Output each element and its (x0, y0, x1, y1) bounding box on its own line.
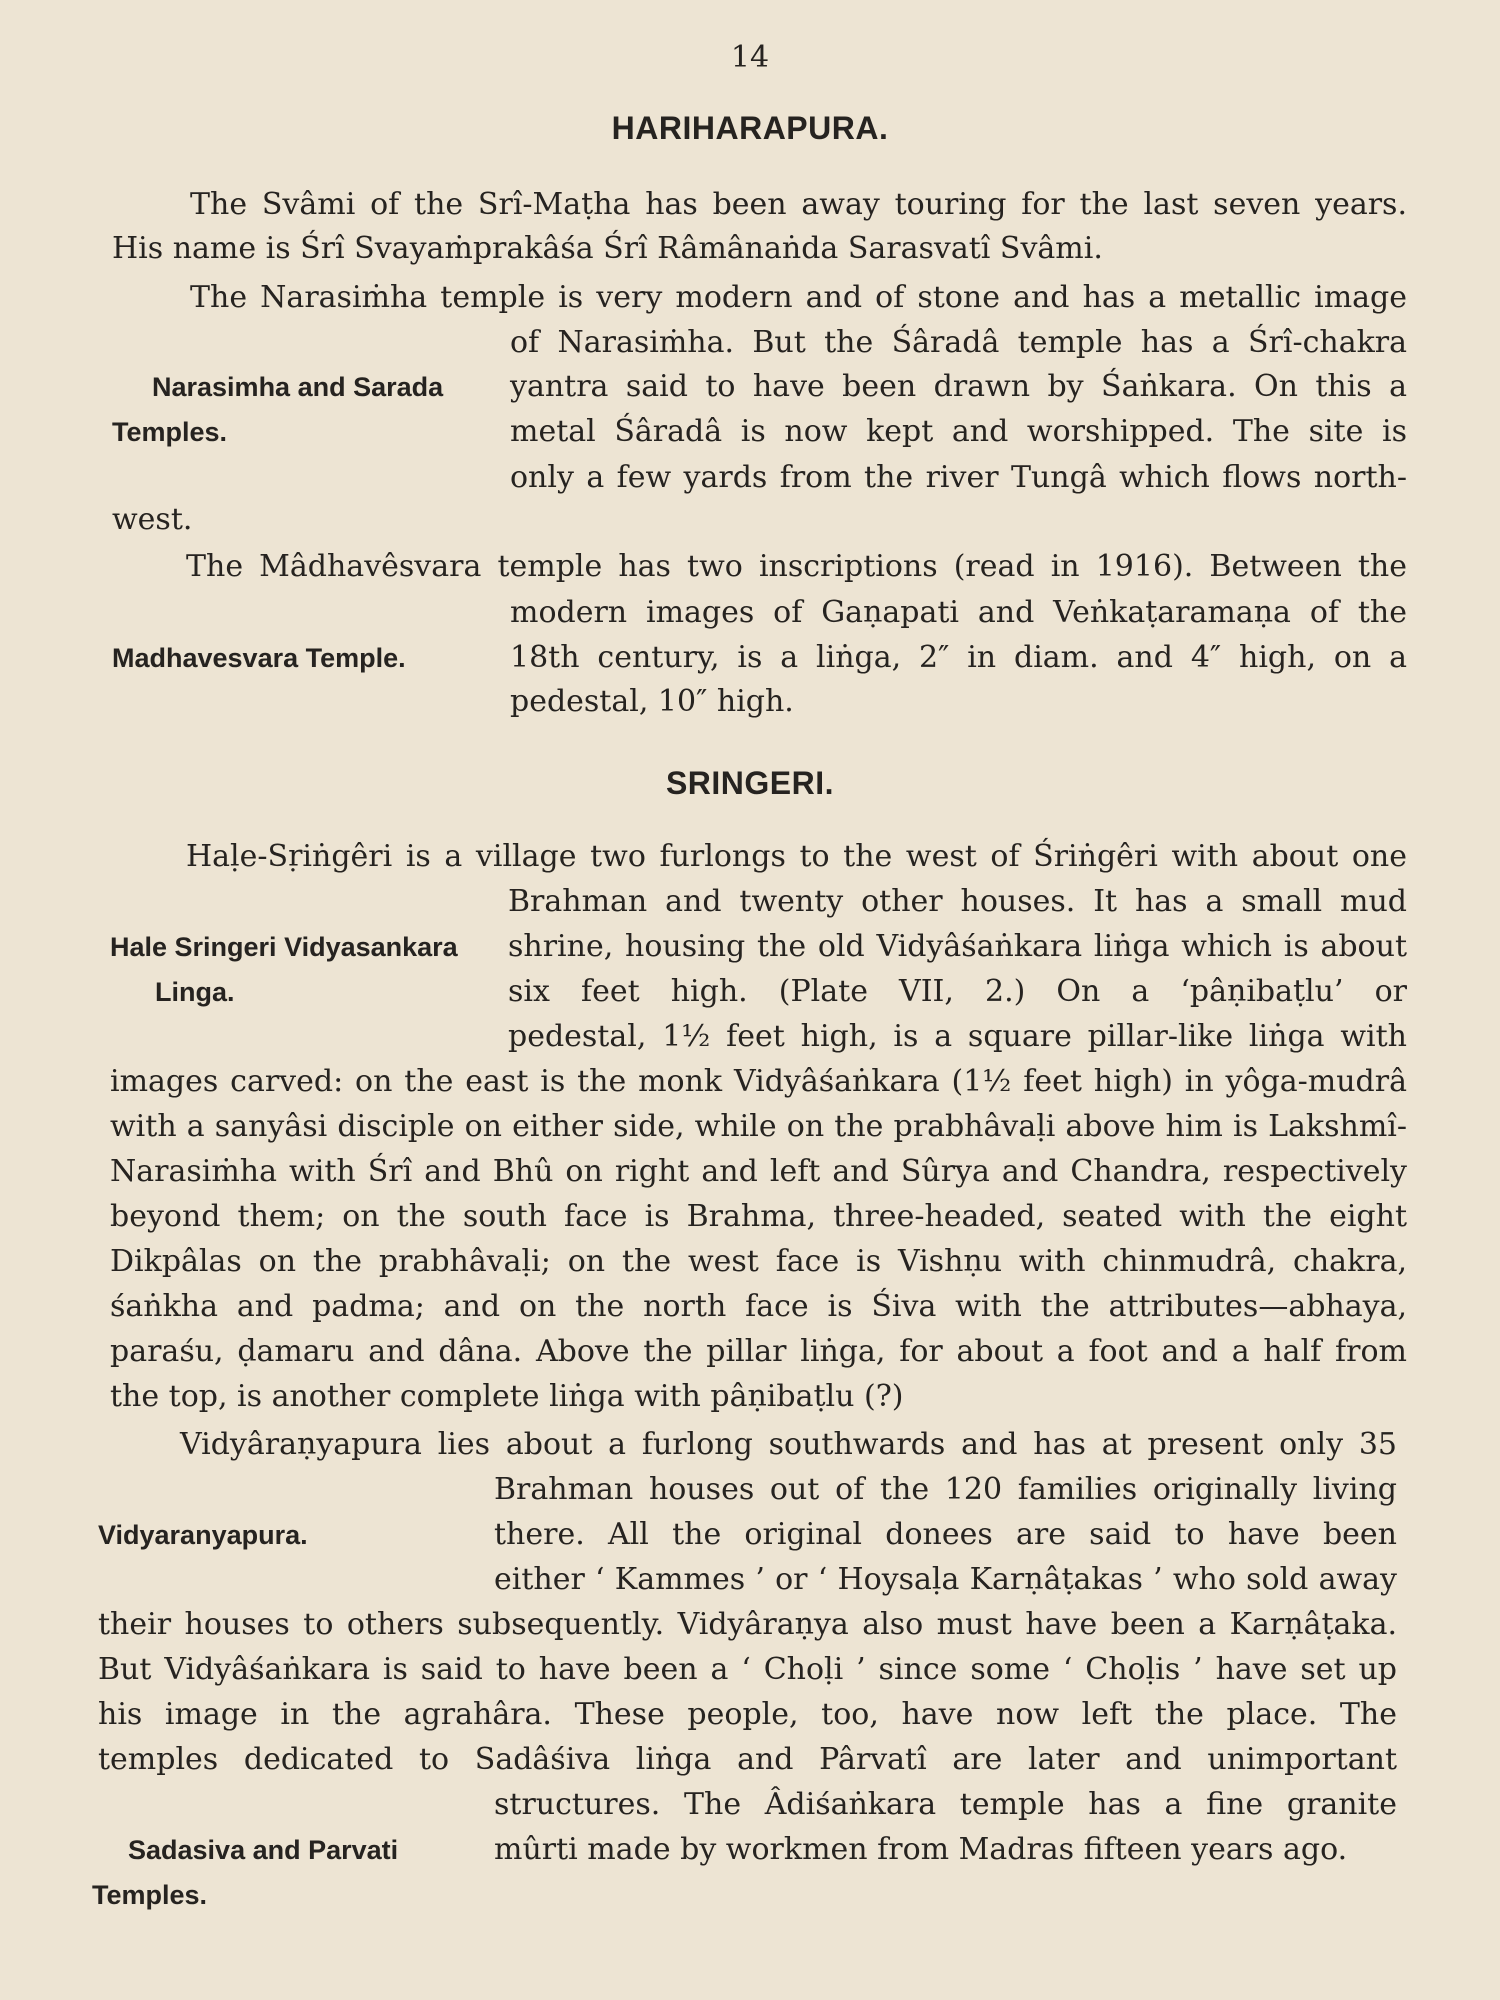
text-line: only a few yards from the river Tungâ which flows north- (510, 460, 1407, 495)
text-line: paraśu, ḍamaru and dâna. Above the pillar liṅga, for about a foot and a half from (110, 1334, 1407, 1369)
text-line: beyond them; on the south face is Brahma, three-headed, seated with the eight (110, 1199, 1407, 1234)
side-heading-sadasiva-parvati: Sadasiva and Parvati (128, 1835, 399, 1865)
text-line: with a sanyâsi disciple on either side, while on the prabhâvaḷi above him is Lakshmî- (110, 1109, 1407, 1144)
text-line: temples dedicated to Sadâśiva liṅga and Pârvatî are later and unimportant (98, 1742, 1397, 1777)
text-line: structures. The Âdiśaṅkara temple has a fine granite (494, 1787, 1397, 1822)
text-line: Dikpâlas on the prabhâvaḷi; on the west face is Vishṇu with chinmudrâ, chakra, (110, 1244, 1407, 1279)
side-heading-madhavesvara-temple: Madhavesvara Temple. (112, 643, 406, 673)
side-heading-narasimha-sarada: Narasimha and Sarada (152, 372, 444, 402)
text-line: His name is Śrî Svayaṁprakâśa Śrî Râmânaṅda Sarasvatî Svâmi. (112, 231, 1103, 266)
text-line: The Mâdhavêsvara temple has two inscriptions (read in 1916). Between the (186, 549, 1407, 584)
text-line: shrine, housing the old Vidyâśaṅkara liṅga which is about (508, 929, 1407, 964)
text-line: there. All the original donees are said to have been (494, 1517, 1397, 1552)
side-heading-temples: Temples. (112, 417, 228, 447)
side-heading-temples-2: Temples. (92, 1880, 208, 1910)
text-line: yantra said to have been drawn by Śaṅkara. On this a (510, 369, 1407, 404)
text-line: six feet high. (Plate VII, 2.) On a ‘pâṇibaṭlu’ or (508, 974, 1407, 1009)
text-line: Brahman and twenty other houses. It has a small mud (508, 884, 1407, 919)
text-line: The Narasiṁha temple is very modern and of stone and has a metallic image (190, 280, 1407, 315)
text-line: either ‘ Kammes ’ or ‘ Hoysaḷa Karṇâṭakas ’ who sold away (494, 1562, 1397, 1597)
text-line: the top, is another complete liṅga with pâṇibaṭlu (?) (110, 1379, 904, 1414)
side-heading-linga: Linga. (155, 977, 235, 1007)
text-line: Vidyâraṇyapura lies about a furlong southwards and has at present only 35 (180, 1427, 1397, 1462)
text-line: śaṅkha and padma; and on the north face is Śiva with the attributes—abhaya, (110, 1289, 1407, 1324)
text-line: pedestal, 10″ high. (510, 684, 794, 719)
section-heading-hariharapura: HARIHARAPURA. (611, 110, 889, 146)
text-line: mûrti made by workmen from Madras fifteen years ago. (494, 1832, 1348, 1867)
side-heading-hale-sringeri: Hale Sringeri Vidyasankara (110, 932, 458, 962)
text-line: Brahman houses out of the 120 families originally living (494, 1472, 1397, 1507)
text-line: metal Śâradâ is now kept and worshipped. The site is (510, 414, 1407, 449)
text-line: images carved: on the east is the monk Vidyâśaṅkara (1½ feet high) in yôga-mudrâ (110, 1064, 1407, 1099)
text-line: west. (112, 502, 193, 537)
text-line: But Vidyâśaṅkara is said to have been a ‘ Choḷi ’ since some ‘ Choḷis ’ have set up (98, 1652, 1397, 1687)
text-line: pedestal, 1½ feet high, is a square pillar-like liṅga with (508, 1019, 1407, 1054)
text-line: The Svâmi of the Srî-Maṭha has been away touring for the last seven years. (190, 187, 1407, 222)
text-line: 18th century, is a liṅga, 2″ in diam. and 4″ high, on a (510, 640, 1407, 675)
text-line: Narasiṁha with Śrî and Bhû on right and left and Sûrya and Chandra, respectively (110, 1154, 1407, 1189)
page-number: 14 (730, 40, 770, 75)
text-line: his image in the agrahâra. These people, too, have now left the place. The (98, 1697, 1397, 1732)
side-heading-vidyaranyapura: Vidyaranyapura. (98, 1520, 308, 1550)
section-heading-sringeri: SRINGERI. (665, 765, 835, 801)
text-line: modern images of Gaṇapati and Veṅkaṭaramaṇa of the (510, 595, 1407, 630)
text-line: Haḷe-Sṛiṅgêri is a village two furlongs to the west of Śriṅgêri with about one (186, 839, 1407, 874)
text-line: their houses to others subsequently. Vidyâraṇya also must have been a Karṇâṭaka. (98, 1607, 1397, 1642)
text-line: of Narasiṁha. But the Śâradâ temple has a Śrî-chakra (510, 325, 1407, 360)
